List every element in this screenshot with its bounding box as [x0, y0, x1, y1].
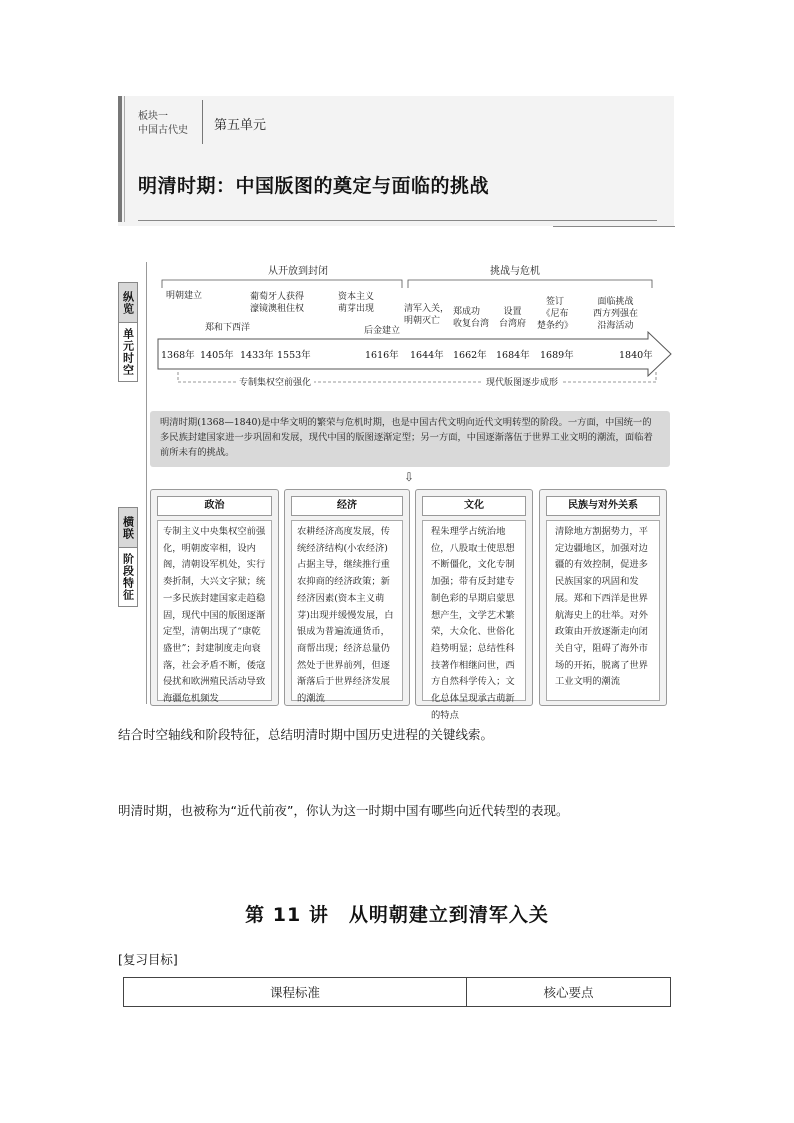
unit-title: 明清时期：中国版图的奠定与面临的挑战	[138, 175, 490, 197]
tab-stage-features	[118, 547, 138, 607]
event-zhenghe-voyages: 郑和下西洋	[205, 323, 251, 333]
block-label-line2: 中国古代史	[138, 125, 188, 136]
event-ming-founded: 明朝建立	[166, 291, 203, 301]
event-capitalism-sprouts	[338, 291, 374, 315]
event-nerchinsk-treaty	[537, 296, 573, 332]
tab-overview	[118, 282, 138, 324]
phase-bracket-left	[162, 280, 402, 288]
year-1644: 1644年	[410, 350, 444, 361]
card-politics	[150, 489, 279, 706]
card-politics-body: 专制主义中央集权空前强化，明朝废宰相，设内阁，清朝设军机处，实行奏折制，大兴文字狱；统一多民族封建国家走趋稳固，现代中国的版图逐渐定型，清朝出现了“康乾盛世”；封建制度走向衰落，社会矛盾不断，倭寇侵扰和欧洲殖民活动导致海疆危机频发	[157, 520, 272, 701]
year-1616: 1616年	[365, 350, 399, 361]
side-rail-line	[146, 262, 147, 704]
phase-label-right: 挑战与危机	[490, 266, 540, 277]
event-qing-enters-line2: 明朝灭亡	[404, 316, 441, 326]
unit-label: 第五单元	[214, 118, 267, 133]
year-1433: 1433年	[240, 350, 274, 361]
tab-unit-timespace-label: 单元时空	[121, 328, 135, 376]
event-taiwan-prefecture-line2: 台湾府	[499, 319, 527, 329]
card-culture-title: 文化	[422, 496, 526, 516]
card-ethnic-foreign	[539, 489, 667, 706]
banner-underline	[138, 220, 657, 221]
tab-unit-timespace	[118, 322, 138, 382]
phase-label-left: 从开放到封闭	[268, 266, 328, 277]
card-ethnic-foreign-title: 民族与对外关系	[546, 496, 660, 516]
block-label	[138, 110, 188, 138]
stage-summary-box: 明清时期(1368—1840)是中华文明的繁荣与危机时期，也是中国古代文明向近代文明转型的阶段。一方面，中国统一的多民族封建国家进一步巩固和发展，现代中国的版图逐渐定型；另一方面，中国逐渐落伍于世界工业文明的潮流，面临着前所未有的挑战。	[150, 411, 670, 467]
card-economy-body: 农耕经济高度发展，传统经济结构(小农经济)占据主导，继续推行重农抑商的经济政策；新经济因素(资本主义萌芽)出现并缓慢发展，白银成为普遍流通货币，商帮出现；经济总量仍然处于世界前列，但逐渐落后于世界经济发展的潮流	[291, 520, 403, 701]
event-capitalism-sprouts-line1: 资本主义	[338, 292, 375, 302]
card-ethnic-foreign-body: 清除地方割据势力，平定边疆地区，加强对边疆的有效控制，促进多民族国家的巩固和发展。郑和下西洋是世界航海史上的壮举。对外政策由开放逐渐走向闭关自守，阻碍了海外市场的开拓，脱离了世界工业文明的潮流	[546, 520, 660, 701]
event-western-powers	[593, 296, 638, 332]
event-western-powers-line1: 面临挑战	[597, 297, 634, 307]
block-label-line1: 板块一	[138, 111, 168, 122]
year-1689: 1689年	[540, 350, 574, 361]
review-objectives-label: [复习目标]	[118, 952, 178, 967]
banner-edge-bar	[118, 96, 122, 222]
question-2: 明清时期，也被称为“近代前夜”，你认为这一时期中国有哪些向近代转型的表现。	[118, 803, 569, 818]
col-key-points: 核心要点	[467, 978, 671, 1007]
trend-label-right: 现代版图逐步成形	[483, 377, 561, 389]
event-nerchinsk-treaty-line3: 楚条约》	[537, 321, 574, 331]
lesson-title: 第 11 讲 从明朝建立到清军入关	[245, 904, 549, 926]
event-zheng-chenggong-line1: 郑成功	[453, 307, 481, 317]
header-divider	[202, 100, 203, 144]
card-culture-body: 程朱理学占统治地位，八股取士使思想不断僵化，文化专制加强；带有反封建专制色彩的早期启蒙思想产生，文学艺术繁荣，大众化、世俗化趋势明显；总结性科技著作相继问世，西方自然科学传入；文化总体呈现承古萌新的特点	[422, 520, 526, 701]
event-portuguese-macau	[250, 291, 304, 315]
banner-edge-line	[124, 96, 125, 222]
event-portuguese-macau-line1: 葡萄牙人获得	[250, 292, 305, 302]
year-1368: 1368年	[161, 350, 195, 361]
tab-lateral	[118, 507, 138, 549]
year-1405: 1405年	[200, 350, 234, 361]
tab-lateral-label: 横联	[121, 516, 135, 540]
year-1840: 1840年	[619, 350, 653, 361]
event-taiwan-prefecture-line1: 设置	[503, 307, 522, 317]
event-zheng-chenggong	[453, 306, 489, 330]
event-qing-enters	[404, 303, 449, 327]
event-portuguese-macau-line2: 濠镜澳租住权	[250, 304, 305, 314]
question-1: 结合时空轴线和阶段特征，总结明清时期中国历史进程的关键线索。	[118, 727, 494, 742]
tab-stage-features-label: 阶段特征	[121, 553, 135, 601]
year-1684: 1684年	[496, 350, 530, 361]
tab-overview-label: 纵览	[121, 291, 135, 315]
card-economy-title: 经济	[291, 496, 403, 516]
card-economy	[284, 489, 410, 706]
year-1662: 1662年	[453, 350, 487, 361]
event-qing-enters-line1: 清军入关，	[404, 304, 450, 314]
event-zheng-chenggong-line2: 收复台湾	[453, 319, 490, 329]
table-header-row	[124, 978, 671, 1007]
col-curriculum-standard: 课程标准	[124, 978, 467, 1007]
review-goals-table	[123, 977, 671, 1007]
down-arrow-icon: ⇩	[404, 470, 415, 484]
event-later-jin: 后金建立	[364, 326, 401, 336]
event-nerchinsk-treaty-line2: 《尼布	[541, 309, 569, 319]
year-1553: 1553年	[277, 350, 311, 361]
card-culture	[415, 489, 533, 721]
card-politics-title: 政治	[157, 496, 272, 516]
phase-bracket-right	[408, 280, 652, 288]
banner-underline-secondary	[553, 226, 675, 227]
event-western-powers-line2: 西方列强在	[593, 309, 639, 319]
event-capitalism-sprouts-line2: 萌芽出现	[338, 304, 375, 314]
event-nerchinsk-treaty-line1: 签订	[546, 297, 565, 307]
event-western-powers-line3: 沿海活动	[597, 321, 634, 331]
trend-label-left: 专制集权空前强化	[236, 377, 314, 389]
event-taiwan-prefecture	[499, 306, 526, 330]
